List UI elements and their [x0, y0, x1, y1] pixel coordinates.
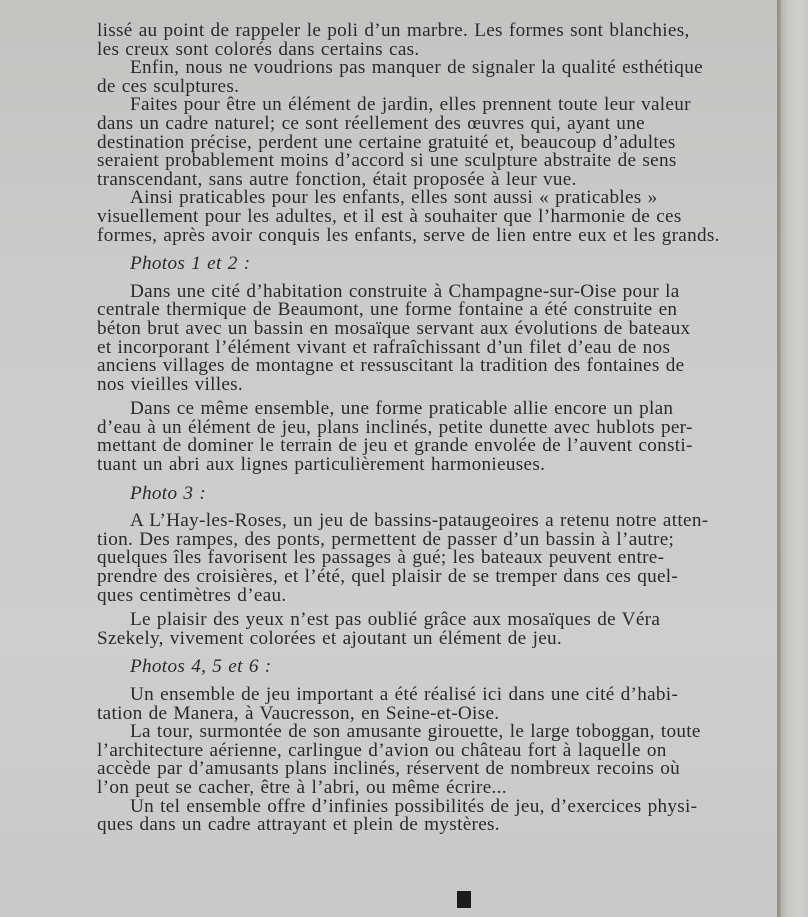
- text-line: et incorporant l’élément vivant et rafraîchissant d’un filet d’eau de nos: [97, 336, 671, 358]
- text-line: centrale thermique de Beaumont, une forme fontaine a été construite en: [97, 299, 678, 321]
- section-heading: Photos 1 et 2 :: [130, 253, 251, 275]
- text-line: anciens villages de montagne et ressuscitant la tradition des fontaines de: [97, 355, 685, 377]
- text-line: formes, après avoir conquis les enfants, serve de lien entre eux et les grands.: [97, 224, 720, 246]
- text-line: tation de Manera, à Vaucresson, en Seine-et-Oise.: [97, 702, 500, 724]
- text-line: tion. Des rampes, des ponts, permettent de passer d’un bassin à l’autre;: [97, 528, 675, 550]
- paragraph-first-line: A L’Hay-les-Roses, un jeu de bassins-pataugeoires a retenu notre atten-: [130, 510, 709, 532]
- paragraph-first-line: Ainsi praticables pour les enfants, elles sont aussi « praticables »: [130, 187, 658, 209]
- text-line: dans un cadre naturel; ce sont réellement des œuvres qui, ayant une: [97, 112, 645, 134]
- end-of-article-mark: [457, 891, 471, 908]
- text-line: ques centimètres d’eau.: [97, 584, 287, 606]
- section-heading: Photos 4, 5 et 6 :: [130, 656, 272, 678]
- text-line: mettant de dominer le terrain de jeu et grande envolée de l’auvent consti-: [97, 435, 693, 457]
- text-line: quelques îles favorisent les passages à gué; les bateaux peuvent entre-: [97, 547, 665, 569]
- paragraph-first-line: La tour, surmontée de son amusante girouette, le large toboggan, toute: [130, 721, 701, 743]
- paragraph-first-line: Faites pour être un élément de jardin, elles prennent toute leur valeur: [130, 94, 691, 116]
- book-binding-gutter: [779, 0, 808, 917]
- paragraph-first-line: Enfin, nous ne voudrions pas manquer de signaler la qualité esthétique: [130, 57, 703, 79]
- text-line: nos vieilles villes.: [97, 373, 244, 395]
- text-line: lissé au point de rappeler le poli d’un marbre. Les formes sont blanchies,: [97, 20, 690, 41]
- text-line: destination précise, perdent une certaine gratuité et, beaucoup d’adultes: [97, 131, 676, 153]
- text-line: ques dans un cadre attrayant et plein de mystères.: [97, 814, 500, 836]
- text-line: de ces sculptures.: [97, 75, 240, 97]
- text-line: tuant un abri aux lignes particulièrement harmonieuses.: [97, 454, 546, 476]
- text-line: accède par d’amusants plans inclinés, réservent de nombreux recoins où: [97, 758, 681, 780]
- text-line: seraient probablement moins d’accord si une sculpture abstraite de sens: [97, 150, 677, 172]
- text-line: l’architecture aérienne, carlingue d’avion ou château fort à laquelle on: [97, 739, 667, 761]
- paragraph-first-line: Dans une cité d’habitation construite à Champagne-sur-Oise pour la: [130, 280, 680, 302]
- text-line: prendre des croisières, et l’été, quel plaisir de se tremper dans ces quel-: [97, 566, 679, 588]
- paragraph-first-line: Le plaisir des yeux n’est pas oublié grâce aux mosaïques de Véra: [130, 609, 661, 631]
- text-line: Szekely, vivement colorées et ajoutant un élément de jeu.: [97, 627, 563, 649]
- text-line: les creux sont colorés dans certains cas.: [97, 38, 420, 60]
- text-line: d’eau à un élément de jeu, plans inclinés, petite dunette avec hublots per-: [97, 416, 693, 438]
- paragraph-first-line: Un ensemble de jeu important a été réalisé ici dans une cité d’habi-: [130, 684, 679, 705]
- text-line: visuellement pour les adultes, et il est à souhaiter que l’harmonie de ces: [97, 205, 682, 227]
- text-line: l’on peut se cacher, être à l’abri, ou même écrire...: [97, 776, 507, 798]
- section-heading: Photo 3 :: [130, 482, 207, 504]
- paragraph-first-line: Dans ce même ensemble, une forme praticable allie encore un plan: [130, 398, 674, 420]
- body-text: [97, 22, 777, 835]
- paragraph-first-line: Un tel ensemble offre d’infinies possibilités de jeu, d’exercices physi-: [130, 795, 698, 817]
- text-line: béton brut avec un bassin en mosaïque servant aux évolutions de bateaux: [97, 317, 691, 339]
- text-line: transcendant, sans autre fonction, était proposée à leur vue.: [97, 168, 577, 190]
